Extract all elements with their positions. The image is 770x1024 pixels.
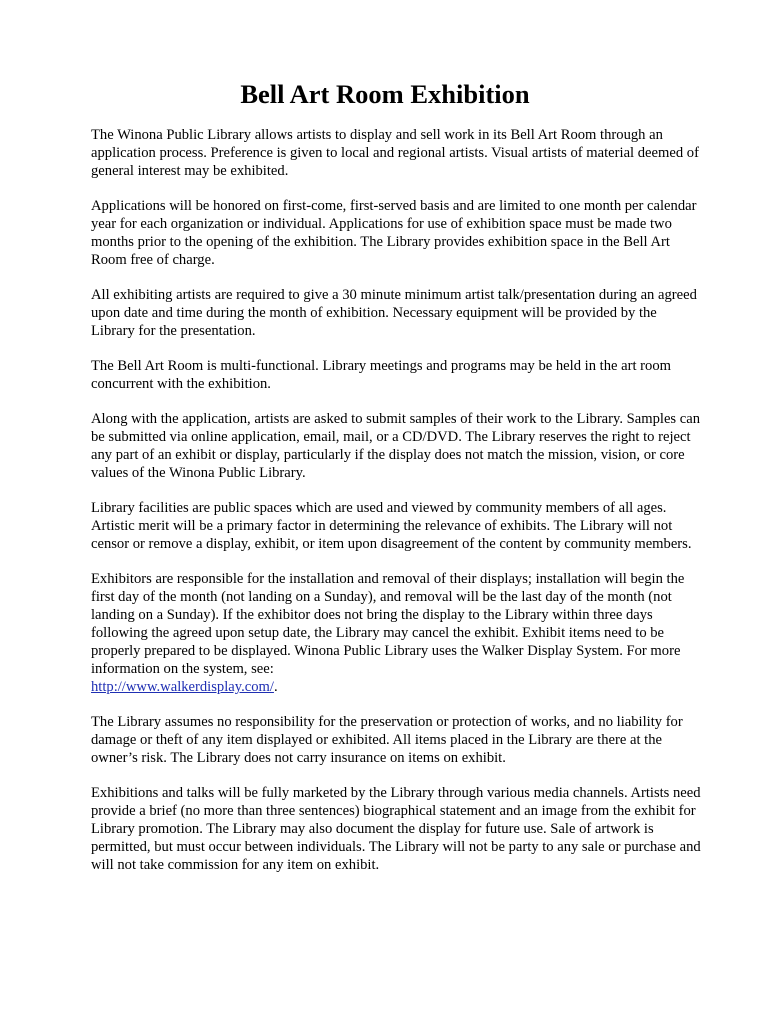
page-title: Bell Art Room Exhibition — [240, 79, 530, 109]
link-trailing-period: . — [273, 679, 278, 695]
paragraph-artist-talk: All exhibiting artists are required to give a 30 minute minimum artist talk/presentation during an agreed upon date and time during the month of exhibition. Necessary equipment will be provided by the Library for the presentation. — [91, 287, 697, 339]
walker-display-link[interactable]: http://www.walkerdisplay.com/ — [91, 679, 274, 695]
paragraph-public-spaces: Library facilities are public spaces which are used and viewed by community members of all ages. Artistic merit will be a primary factor in determining the relevance of exhibits. The Library will not censor or remove a display, exhibit, or item upon disagreement of the content by community members. — [91, 500, 692, 552]
document-body — [91, 126, 701, 891]
paragraph-applications: Applications will be honored on first-come, first-served basis and are limited to one month per calendar year for each organization or individual. Applications for use of exhibition space must be made two months prior to the opening of the exhibition. The Library provides exhibition space in the Bell Art Room free of charge. — [91, 198, 697, 268]
paragraph-liability: The Library assumes no responsibility for the preservation or protection of works, and no liability for damage or theft of any item displayed or exhibited. All items placed in the Library are there at the owner’s risk. The Library does not carry insurance on items on exhibit. — [91, 714, 683, 766]
paragraph-exhibitors — [91, 570, 701, 696]
paragraph-intro: The Winona Public Library allows artists to display and sell work in its Bell Art Room through an application process. Preference is given to local and regional artists. Visual artists of material deemed of general interest may be exhibited. — [91, 127, 699, 179]
paragraph-multi-functional: The Bell Art Room is multi-functional. Library meetings and programs may be held in the art room concurrent with the exhibition. — [91, 358, 671, 392]
paragraph-samples: Along with the application, artists are asked to submit samples of their work to the Library. Samples can be submitted via online application, email, mail, or a CD/DVD. The Library reserves the right to reject any part of an exhibit or display, particularly if the display does not match the mission, vision, or core values of the Winona Public Library. — [91, 411, 701, 481]
exhibitors-text: Exhibitors are responsible for the installation and removal of their displays; installation will begin the first day of the month (not landing on a Sunday), and removal will be the last day of the month (not landing on a Sunday). If the exhibitor does not bring the display to the Library within three days following the agreed upon setup date, the Library may cancel the exhibit. Exhibit items need to be properly prepared to be displayed. Winona Public Library uses the Walker Display System. For more information on the system, see: — [91, 571, 685, 677]
paragraph-marketing: Exhibitions and talks will be fully marketed by the Library through various media channels. Artists need provide a brief (no more than three sentences) biographical statement and an image from the exhibit for Library promotion. The Library may also document the display for future use. Sale of artwork is permitted, but must occur between individuals. The Library will not be party to any sale or purchase and will not take commission for any item on exhibit. — [91, 785, 701, 873]
